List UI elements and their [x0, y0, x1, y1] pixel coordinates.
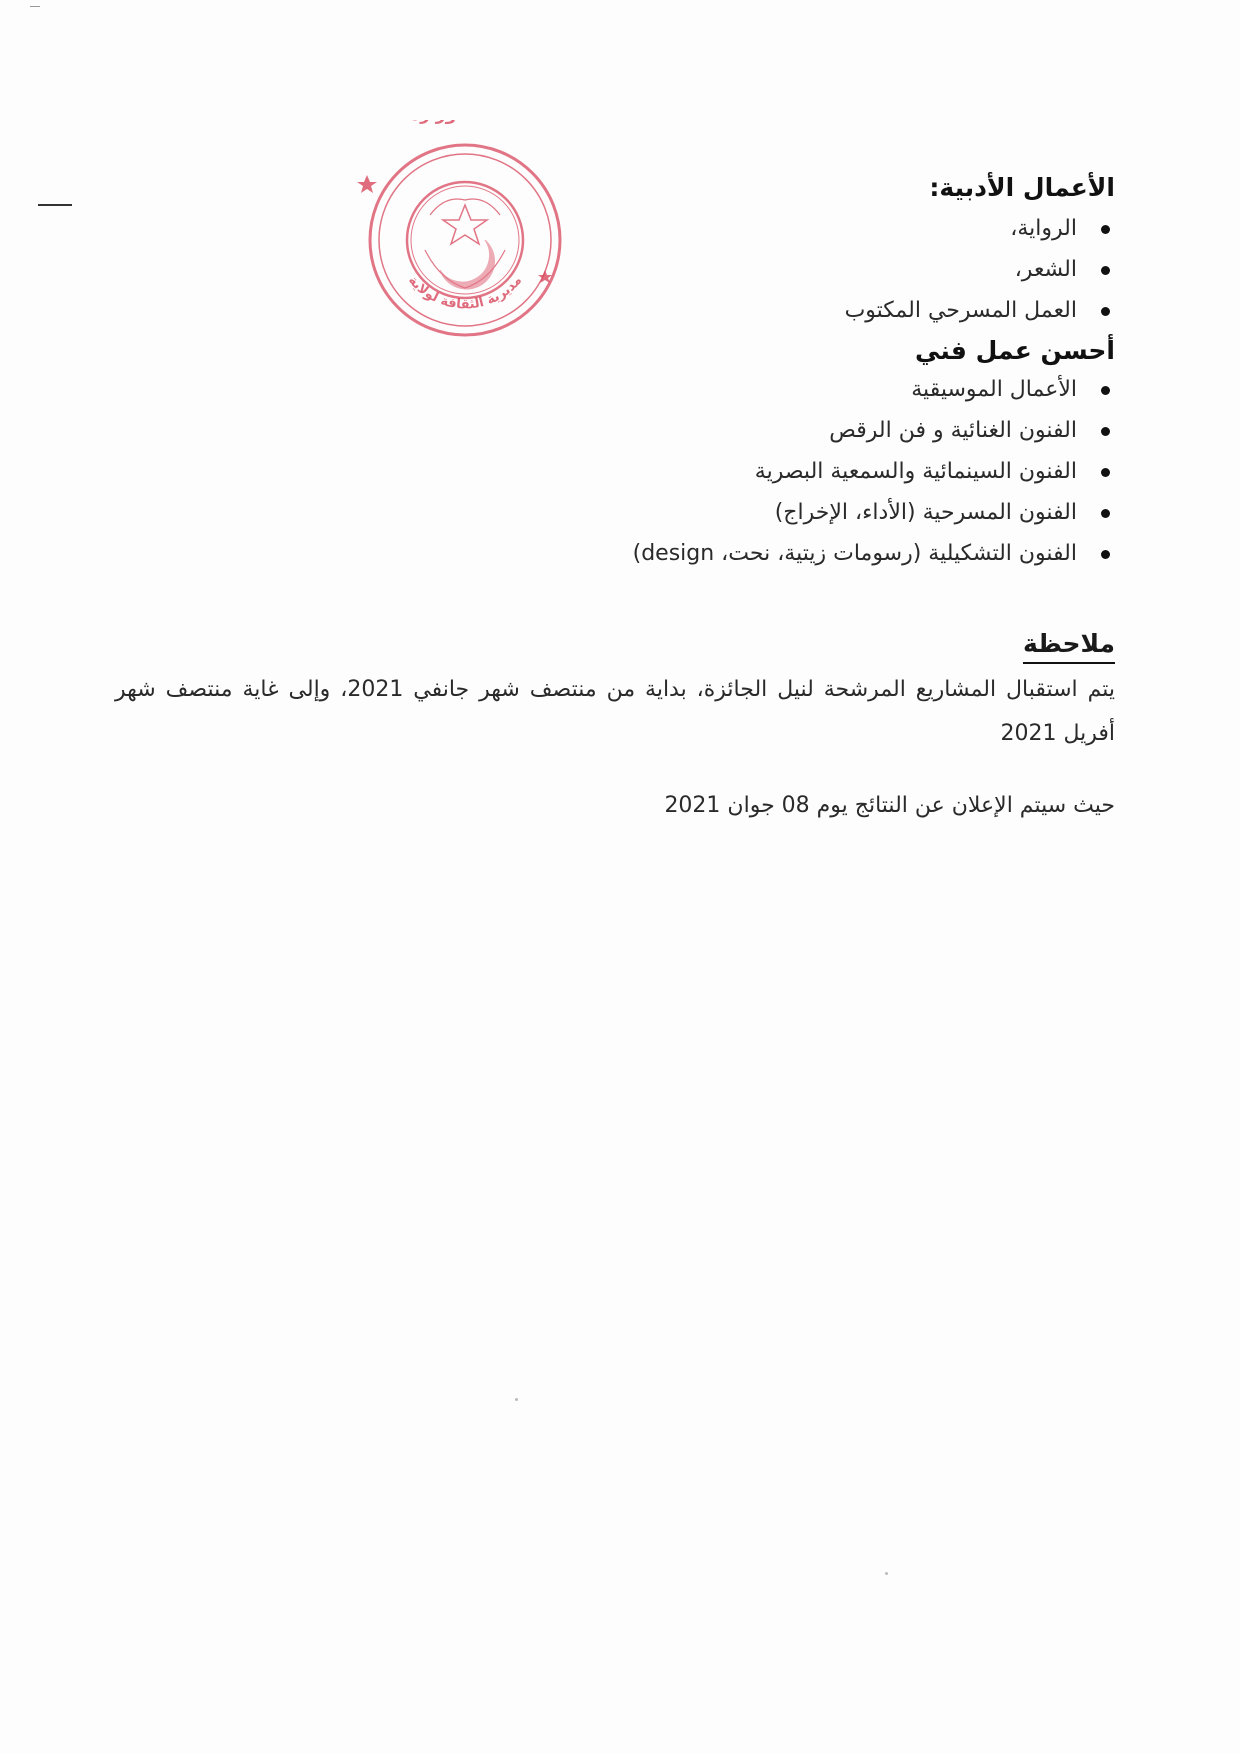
bullet-icon [1101, 386, 1110, 395]
margin-dash [38, 204, 72, 206]
list-item [115, 451, 1077, 492]
scan-speck [515, 1398, 518, 1401]
scan-mark [30, 6, 40, 7]
bullet-icon [1101, 509, 1110, 518]
bullet-icon [1101, 468, 1110, 477]
list-item [115, 410, 1077, 451]
list-item [115, 492, 1077, 533]
bullet-icon [1101, 225, 1110, 234]
literary-works-list [115, 208, 1115, 331]
seal-text-top [345, 120, 456, 125]
document-content [115, 170, 1115, 848]
artistic-works-list [115, 369, 1115, 574]
list-item-label: الفنون السينمائية والسمعية البصرية [754, 459, 1077, 484]
list-item [115, 249, 1077, 290]
list-item-label: العمل المسرحي المكتوب [844, 298, 1077, 323]
list-item-label: الرواية، [1010, 216, 1077, 241]
literary-works-heading: الأعمال الأدبية: [929, 173, 1115, 202]
note-section [115, 574, 1115, 826]
list-item [115, 208, 1077, 249]
list-item [115, 533, 1077, 574]
list-item [115, 369, 1077, 410]
seal-text-bottom: مديرية الثقافة لولاية [404, 273, 526, 313]
bullet-icon [1101, 550, 1110, 559]
bullet-icon [1101, 307, 1110, 316]
scan-speck [885, 1572, 888, 1575]
list-item-label: الفنون التشكيلية (رسومات زيتية، نحت، design) [632, 541, 1077, 566]
best-artwork-heading: أحسن عمل فني [915, 336, 1115, 365]
note-body: يتم استقبال المشاريع المرشحة لنيل الجائزة، بداية من منتصف شهر جانفي 2021، وإلى غاية منتصف شهر أفريل 2021 [115, 677, 1115, 746]
results-announcement: حيث سيتم الإعلان عن النتائج يوم 08 جوان 2021 [664, 793, 1115, 818]
list-item [115, 290, 1077, 331]
bullet-icon [1101, 427, 1110, 436]
list-item-label: الشعر، [1014, 257, 1077, 282]
bullet-icon [1101, 266, 1110, 275]
note-title: ملاحظة [1023, 628, 1115, 664]
list-item-label: الفنون الغنائية و فن الرقص [829, 418, 1077, 443]
list-item-label: الأعمال الموسيقية [911, 377, 1077, 402]
list-item-label: الفنون المسرحية (الأداء، الإخراج) [774, 500, 1077, 525]
